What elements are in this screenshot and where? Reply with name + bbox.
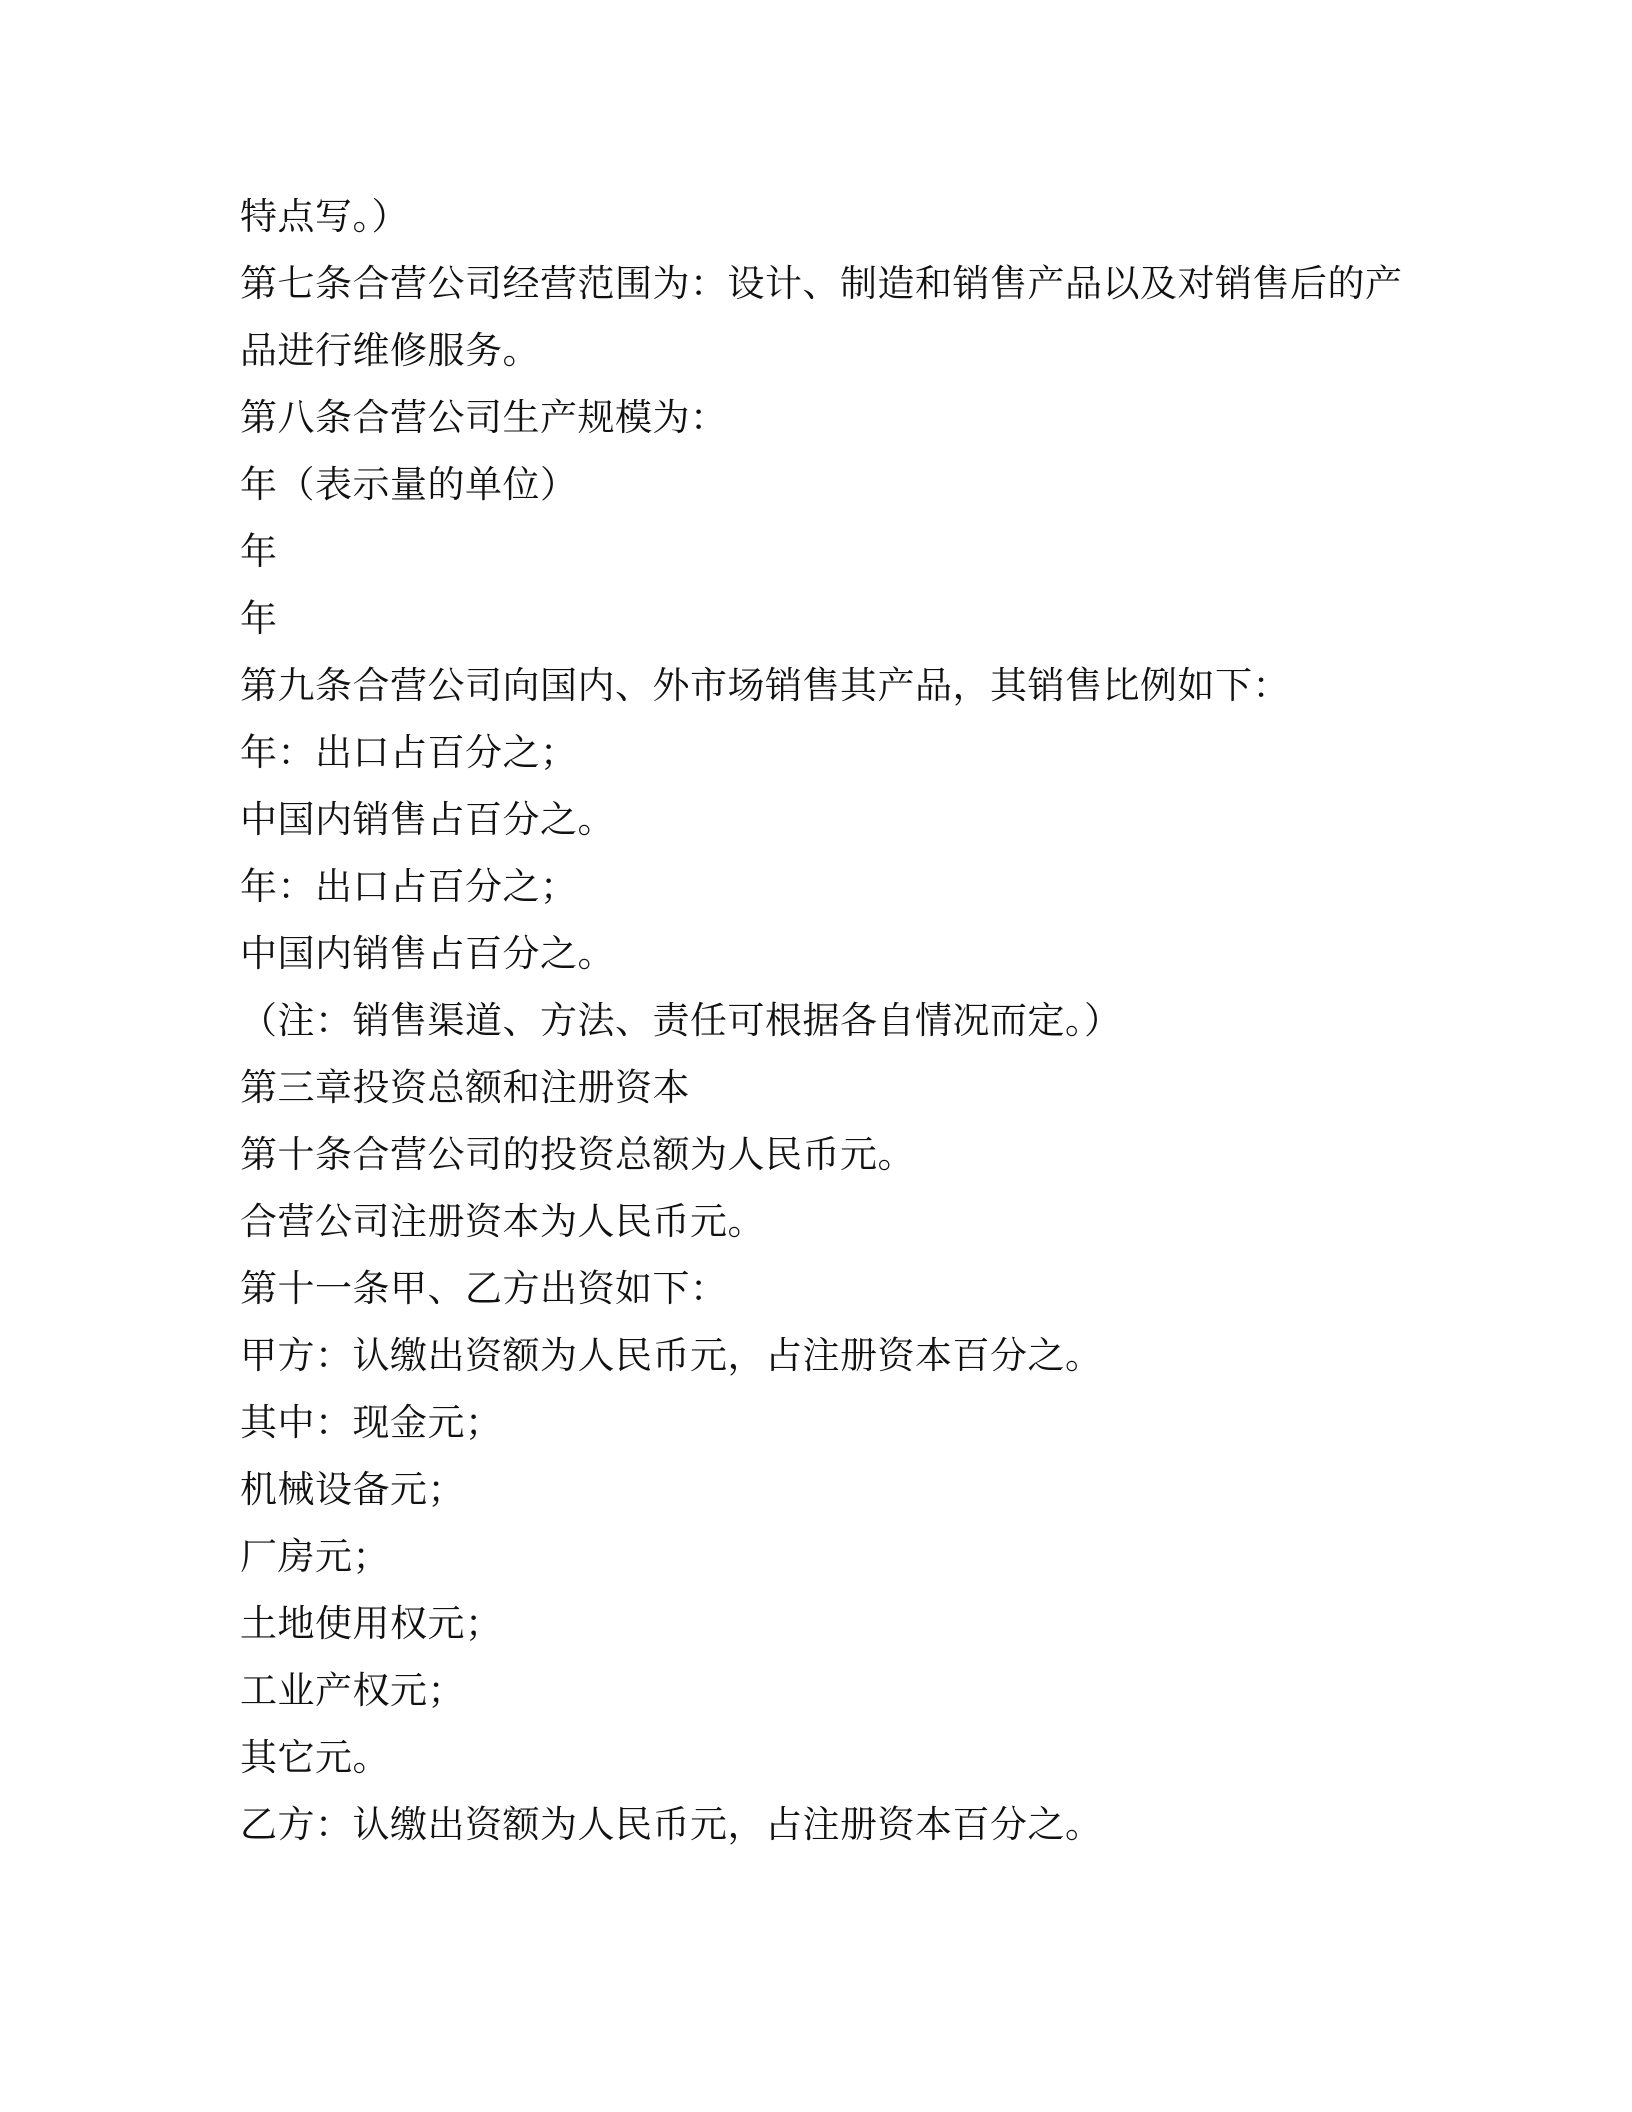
text-line: 合营公司注册资本为人民币元。 <box>240 1200 765 1243</box>
article-9-line: 第九条合营公司向国内、外市场销售其产品，其销售比例如下： <box>240 664 1290 707</box>
text-line: 品进行维修服务。 <box>240 329 540 372</box>
text-line: 其中：现金元； <box>240 1401 503 1444</box>
text-line: 年（表示量的单位） <box>240 463 578 506</box>
text-line: 年：出口占百分之； <box>240 865 578 908</box>
text-line: 机械设备元； <box>240 1468 465 1511</box>
article-8-line: 第八条合营公司生产规模为： <box>240 396 728 439</box>
text-line: 特点写。） <box>240 195 409 238</box>
article-10-line: 第十条合营公司的投资总额为人民币元。 <box>240 1133 915 1176</box>
note-line: （注：销售渠道、方法、责任可根据各自情况而定。） <box>240 999 1122 1042</box>
text-line: 中国内销售占百分之。 <box>240 932 615 975</box>
party-a-line: 甲方：认缴出资额为人民币元，占注册资本百分之。 <box>240 1334 1103 1377</box>
text-line: 土地使用权元； <box>240 1602 503 1645</box>
article-7-line: 第七条合营公司经营范围为：设计、制造和销售产品以及对销售后的产 <box>240 262 1403 305</box>
article-11-line: 第十一条甲、乙方出资如下： <box>240 1267 728 1310</box>
party-b-line: 乙方：认缴出资额为人民币元，占注册资本百分之。 <box>240 1803 1103 1846</box>
text-line: 厂房元； <box>240 1535 390 1578</box>
text-line: 年 <box>240 597 278 640</box>
text-line: 中国内销售占百分之。 <box>240 798 615 841</box>
chapter-3-heading: 第三章投资总额和注册资本 <box>240 1066 690 1109</box>
text-line: 年：出口占百分之； <box>240 731 578 774</box>
document-body <box>240 183 1440 1858</box>
text-line: 工业产权元； <box>240 1669 465 1712</box>
text-line: 其它元。 <box>240 1736 390 1779</box>
text-line: 年 <box>240 530 278 573</box>
